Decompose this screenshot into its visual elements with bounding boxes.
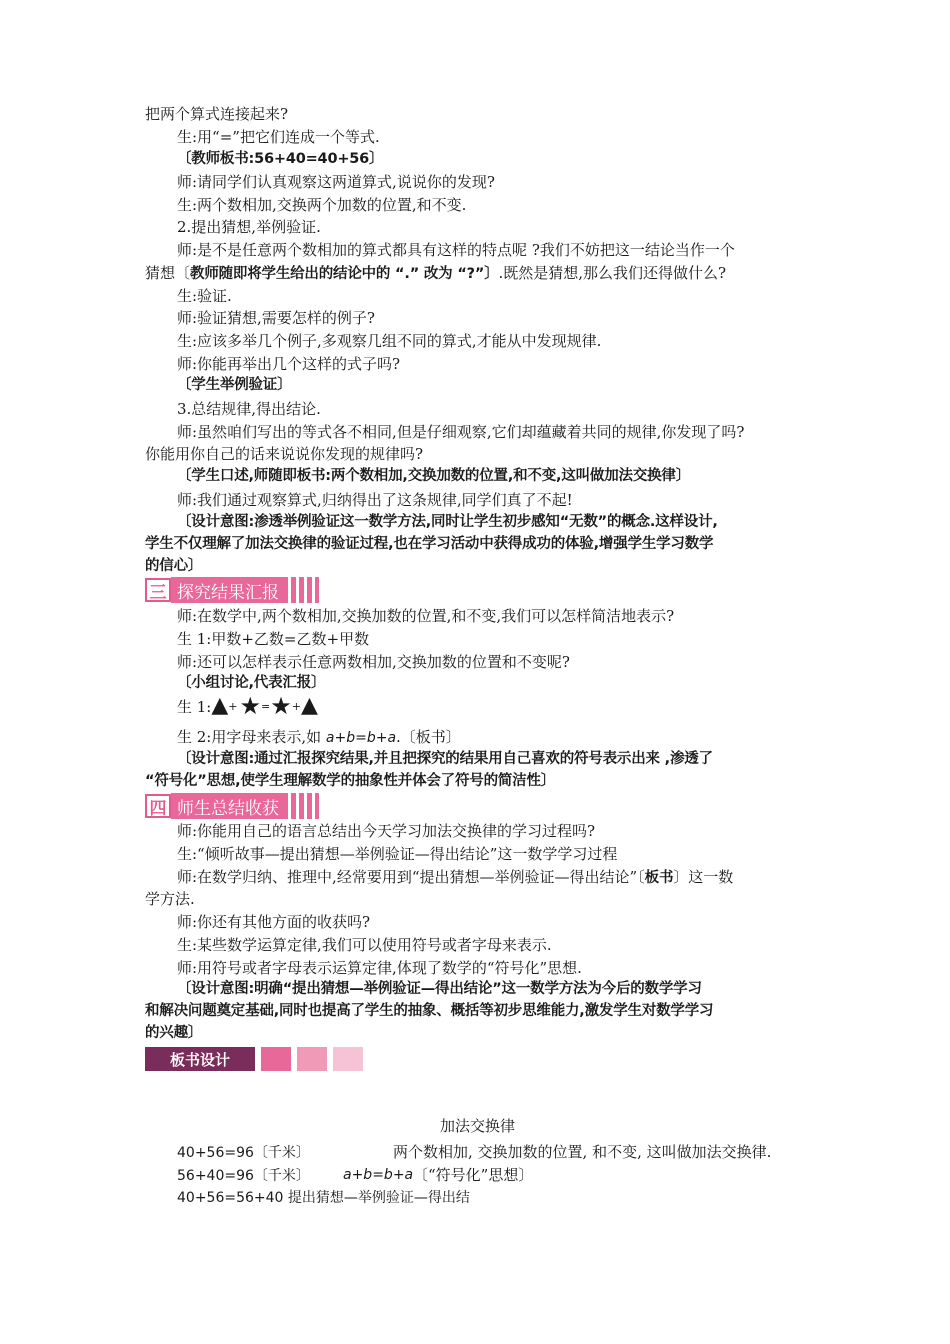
text: 教师随即将学生给出的结论中的 “.” 改为 “?”〕 [190, 266, 499, 282]
line: 生:用“=”把它们连成一个等式. [177, 128, 380, 146]
text: 猜想〔 [145, 264, 191, 282]
line: 〔学生举例验证〕 [177, 377, 292, 393]
line [145, 262, 810, 284]
text: 〔“符号化”思想〕 [413, 1166, 534, 1184]
line: 生:两个数相加,交换两个加数的位置,和不变. [177, 196, 467, 214]
text: .〔板书〕 [396, 728, 461, 746]
line: 生:某些数学运算定律,我们可以使用符号或者字母来表示. [177, 936, 552, 954]
line: 的信心〕 [145, 558, 203, 574]
line: 〔设计意图:通过汇报探究结果,并且把探究的结果用自己喜欢的符号表示出来 ,渗透了 [177, 751, 713, 767]
section-banner-4 [145, 793, 319, 819]
line: 和解决问题奠定基础,同时也提高了学生的抽象、概括等初步思维能力,激发学生对数学学习 [145, 1003, 714, 1019]
section-title: 师生总结收获 [171, 793, 283, 819]
line: 师:你还有其他方面的收获吗? [177, 913, 371, 931]
equation: 40+56=96〔千米〕 [177, 1145, 310, 1161]
text: 〕这一数 [673, 868, 734, 886]
text: 板书 [644, 870, 674, 886]
line: 〔设计意图:明确“提出猜想—举例验证—得出结论”这一数学方法为今后的数学学习 [177, 981, 702, 997]
symbol-equation [177, 692, 810, 722]
plus-sign: + [228, 700, 238, 713]
line [177, 726, 810, 748]
banner-stripes [283, 577, 319, 603]
line: 师:我们通过观察算式,归纳得出了这条规律,同学们真了不起! [177, 491, 573, 509]
line: 〔小组讨论,代表汇报〕 [177, 675, 326, 691]
text: 师:在数学归纳、推理中,经常要用到“提出猜想—举例验证—得出结论”〔 [177, 868, 645, 886]
line: 把两个算式连接起来? [145, 105, 289, 123]
line: 生 1:甲数+乙数=乙数+甲数 [177, 630, 370, 648]
text: .既然是猜想,那么我们还得做什么? [498, 264, 727, 282]
line: 师:是不是任意两个数相加的算式都具有这样的特点呢 ?我们不妨把这一结论当作一个 [177, 241, 735, 259]
line: 师:验证猜想,需要怎样的例子? [177, 309, 375, 327]
line: 的兴趣〕 [145, 1025, 203, 1041]
board-row [177, 1141, 810, 1163]
line: 你能用你自己的话来说说你发现的规律吗? [145, 445, 424, 463]
section-title: 探究结果汇报 [171, 577, 283, 603]
formula: a+b=b+a [343, 1167, 414, 1183]
line: 师:在数学中,两个数相加,交换加数的位置,和不变,我们可以怎样简洁地表示? [177, 607, 675, 625]
color-square [333, 1047, 363, 1071]
line: 生:验证. [177, 287, 232, 305]
line: 3.总结规律,得出结论. [177, 400, 321, 418]
text: 生 2:用字母来表示,如 [177, 728, 326, 746]
line: 师:用符号或者字母表示运算定律,体现了数学的“符号化”思想. [177, 959, 582, 977]
board-row [177, 1164, 810, 1186]
board-title: 加法交换律 [439, 1117, 515, 1135]
section-number: 四 [145, 794, 171, 818]
section-banner-3 [145, 577, 319, 603]
line: 学生不仅理解了加法交换律的验证过程,也在学习活动中获得成功的体验,增强学生学习数学 [145, 536, 714, 552]
board-design-banner [145, 1047, 363, 1071]
line: “符号化”思想,使学生理解数学的抽象性并体会了符号的简洁性〕 [145, 773, 556, 789]
rule-text: 两个数相加, 交换加数的位置, 和不变, 这叫做加法交换律. [393, 1143, 772, 1161]
line: 生:“倾听故事—提出猜想—举例验证—得出结论”这一数学学习过程 [177, 845, 618, 863]
line [177, 866, 810, 888]
line: 师:请同学们认真观察这两道算式,说说你的发现? [177, 173, 495, 191]
formula: a+b=b+a [325, 730, 397, 746]
text: 生 1: [177, 698, 212, 716]
line: 学方法. [145, 890, 195, 908]
equation: 56+40=96〔千米〕 [177, 1168, 310, 1184]
line: 〔学生口述,师随即板书:两个数相加,交换加数的位置,和不变,这叫做加法交换律〕 [177, 468, 691, 484]
line: 师:你能用自己的语言总结出今天学习加法交换律的学习过程吗? [177, 822, 596, 840]
triangle-icon: ▲ [211, 693, 229, 718]
color-square [297, 1047, 327, 1071]
triangle-icon: ▲ [300, 693, 318, 718]
board-row: 40+56=56+40 提出猜想—举例验证—得出结 [177, 1190, 470, 1206]
line: 2.提出猜想,举例验证. [177, 218, 321, 236]
line: 师:你能再举出几个这样的式子吗? [177, 355, 401, 373]
line: 〔设计意图:渗透举例验证这一数学方法,同时让学生初步感知“无数”的概念.这样设计, [177, 514, 718, 530]
star-icon: ★ [239, 692, 262, 720]
banner-stripes [283, 793, 319, 819]
board-label: 板书设计 [145, 1047, 255, 1071]
line: 〔教师板书:56+40=40+56〕 [177, 151, 384, 167]
star-icon: ★ [270, 692, 292, 720]
equals-sign: = [261, 700, 271, 713]
color-square [261, 1047, 291, 1071]
line: 师:虽然咱们写出的等式各不相同,但是仔细观察,它们却蕴藏着共同的规律,你发现了吗? [177, 423, 745, 441]
section-number: 三 [145, 578, 171, 602]
line: 生:应该多举几个例子,多观察几组不同的算式,才能从中发现规律. [177, 332, 602, 350]
line: 师:还可以怎样表示任意两数相加,交换加数的位置和不变呢? [177, 653, 570, 671]
plus-sign: + [291, 700, 301, 713]
